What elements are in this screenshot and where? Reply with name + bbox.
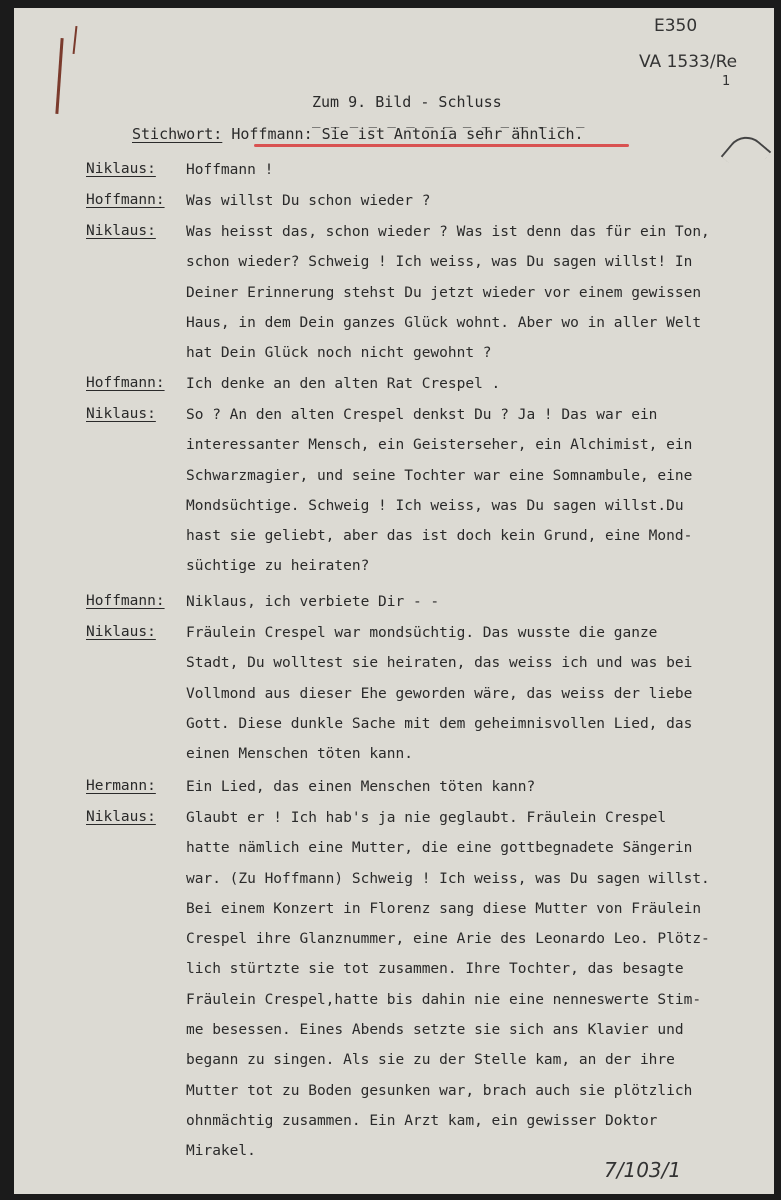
title-underline: _ _ _ _ _ _ _ _ _ _ _ _ _ _ _ (312, 112, 586, 128)
speaker-label: Hermann: (86, 778, 156, 794)
speech-text: Was heisst das, schon wieder ? Was ist denn das für ein Ton, schon wieder? Schweig ! Ich weiss, was Du sagen willst! In Deiner Erinnerung stehst Du jetzt wieder vor einem gewissen Haus, in dem Dein ganzes Glück wohnt. Aber wo in aller Welt hat Dein Glück noch nicht gewohnt ? (186, 224, 710, 362)
speech-text: Ich denke an den alten Rat Crespel . (186, 376, 501, 392)
speech-text: Ein Lied, das einen Menschen töten kann? (186, 779, 536, 795)
archive-page-number: 7/103/1 (604, 1158, 682, 1182)
speaker-label: Hoffmann: (86, 593, 165, 609)
cue-label: Stichwort: (132, 125, 223, 143)
speaker-label: Niklaus: (86, 161, 156, 177)
archive-reference: VA 1533/Re (639, 52, 738, 72)
speaker-label: Hoffmann: (86, 192, 165, 208)
cue-text: Hoffmann: Sie ist Antonia sehr ähnlich. (231, 125, 584, 143)
archive-reference-sub: 1 (722, 74, 731, 89)
scene-title: Zum 9. Bild - Schluss (312, 93, 502, 111)
archive-stamp: E350 (654, 16, 698, 36)
speech-text: Hoffmann ! (186, 162, 274, 178)
speaker-label: Niklaus: (86, 809, 156, 825)
pencil-mark-left (55, 38, 63, 114)
speaker-label: Niklaus: (86, 223, 156, 239)
typescript-page (14, 8, 774, 1194)
speaker-label: Hoffmann: (86, 375, 165, 391)
speech-text: Glaubt er ! Ich hab's ja nie geglaubt. Fräulein Crespel hatte nämlich eine Mutter, die eine gottbegnadete Sängerin war. (Zu Hoffmann) Schweig ! Ich weiss, was Du sagen willst. Bei einem Konzert in Florenz sang diese Mutter von Fräulein Crespel ihre Glanznummer, eine Arie des Leonardo Leo. Plötz- lich stürtzte sie tot zusammen. Ihre Tochter, das besagte Fräulein Crespel,hatte bis dahin nie eine nenneswerte Stim- me besessen. Eines Abends setzte sie sich ans Klavier und begann zu singen. Als sie zu der Stelle kam, an der ihre Mutter tot zu Boden gesunken war, brach auch sie plötzlich ohnmächtig zusammen. Ein Arzt kam, ein gewisser Doktor Mirakel. (186, 810, 710, 1160)
speech-text: Fräulein Crespel war mondsüchtig. Das wusste die ganze Stadt, Du wolltest sie heiraten, das weiss ich und was bei Vollmond aus dieser Ehe geworden wäre, das weiss der liebe Gott. Diese dunkle Sache mit dem geheimnisvollen Lied, das einen Menschen töten kann. (186, 625, 693, 763)
speaker-label: Niklaus: (86, 406, 156, 422)
speech-text: So ? An den alten Crespel denkst Du ? Ja ! Das war ein interessanter Mensch, ein Geisterseher, ein Alchimist, ein Schwarzmagier, und seine Tochter war eine Somnambule, eine Mondsüchtige. Schweig ! Ich weiss, was Du sagen willst.Du hast sie geliebt, aber das ist doch kein Grund, eine Mond- süchtige zu heiraten? (186, 407, 693, 575)
red-pencil-underline (254, 144, 629, 147)
speech-text: Was willst Du schon wieder ? (186, 193, 431, 209)
cue-line (132, 125, 584, 143)
speaker-label: Niklaus: (86, 624, 156, 640)
pencil-mark-left-small (73, 26, 78, 54)
speech-text: Niklaus, ich verbiete Dir - - (186, 594, 440, 610)
